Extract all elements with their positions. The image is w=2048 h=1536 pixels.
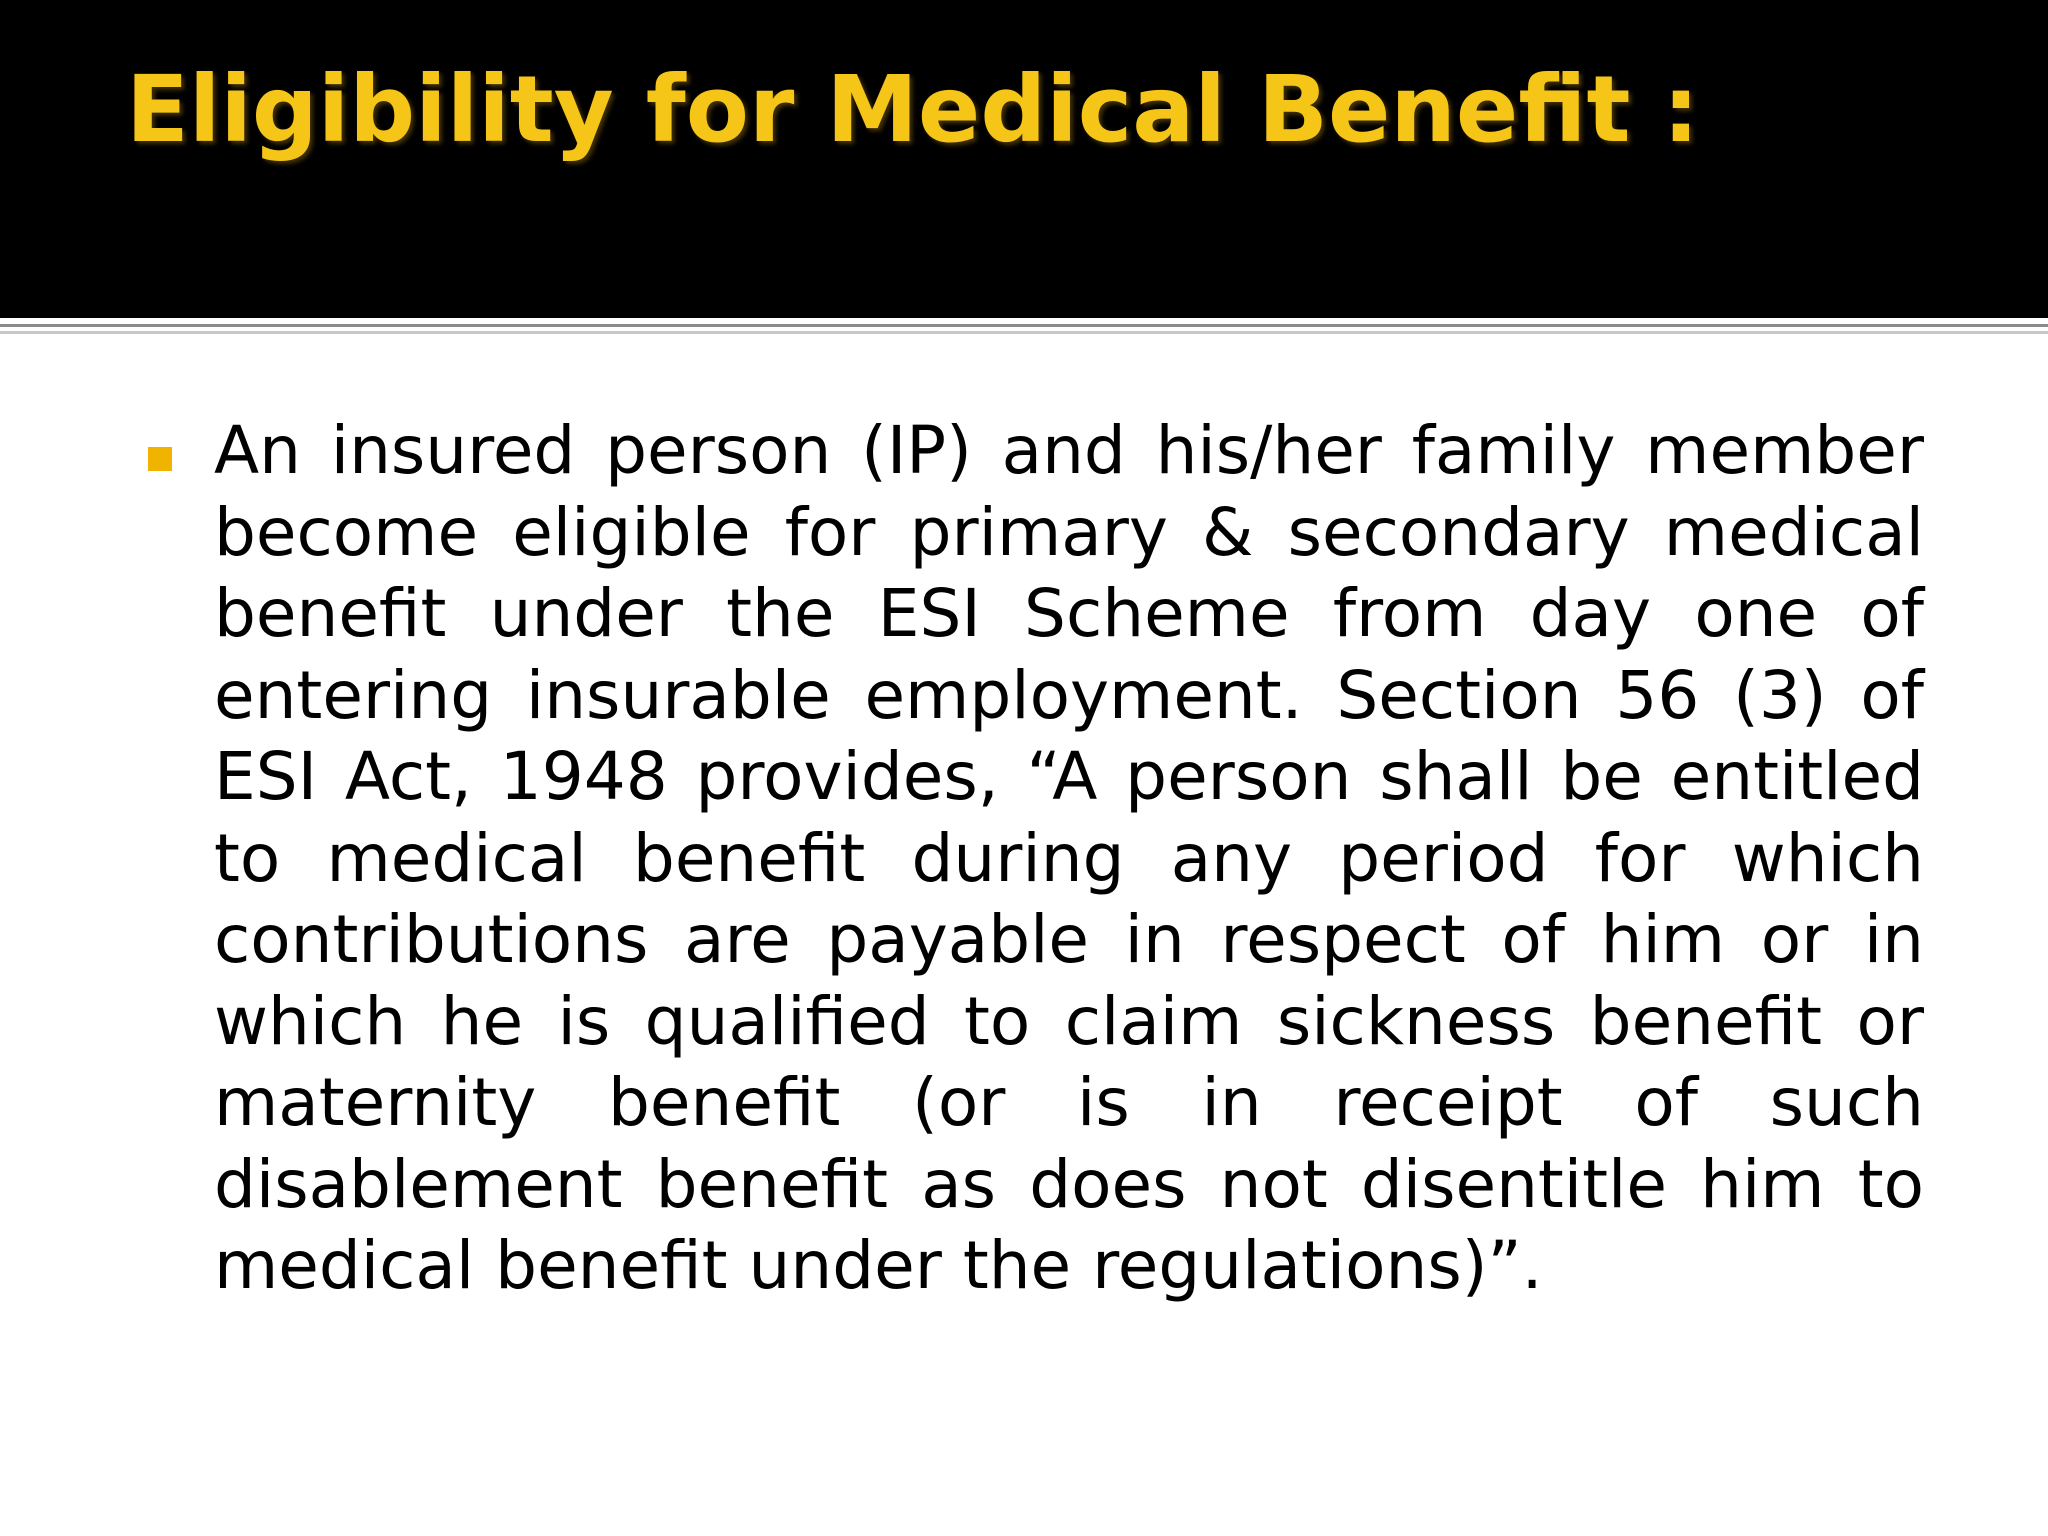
bullet-item <box>144 410 1924 1307</box>
square-bullet-icon <box>148 447 172 471</box>
title-divider-dark <box>0 324 2048 327</box>
bullet-text: An insured person (IP) and his/her family member become eligible for primary & secondary medical benefit under the ESI Scheme from day one of entering insurable employment. Section 56 (3) of ESI Act, 1948 provides, “A person shall be entitled to medical benefit during any period for which contributions are payable in respect of him or in which he is qualified to claim sickness benefit or maternity benefit (or is in receipt of such disablement benefit as does not disentitle him to medical benefit under the regulations)”. <box>214 412 1924 1304</box>
title-divider-light <box>0 331 2048 334</box>
slide-title: Eligibility for Medical Benefit : <box>126 56 1700 163</box>
title-band <box>0 0 2048 318</box>
slide-body <box>144 410 1924 1307</box>
